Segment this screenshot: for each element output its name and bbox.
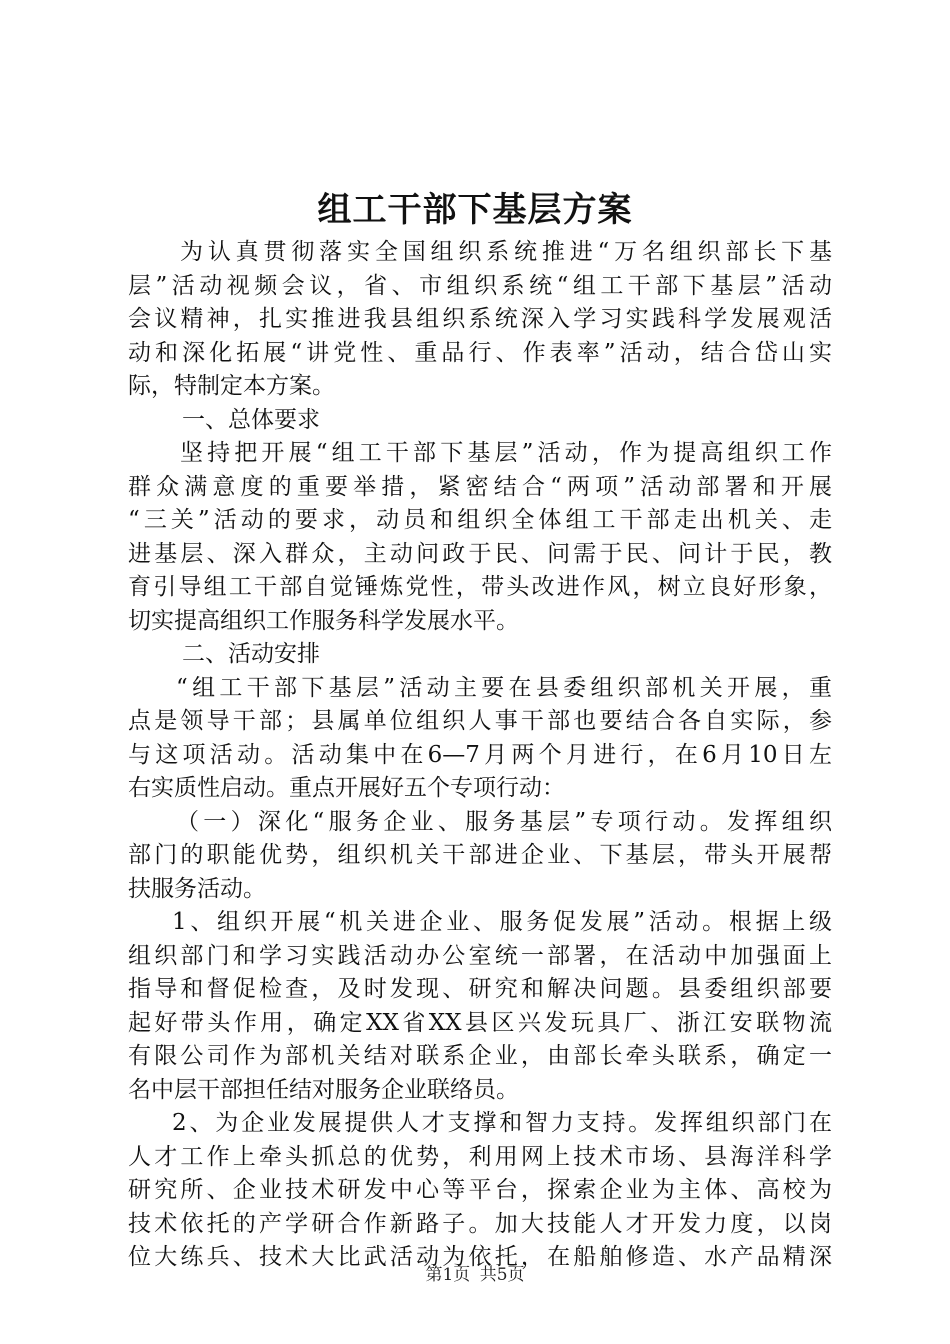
body-line: 群众满意度的重要举措，紧密结合“两项”活动部署和开展 (128, 473, 832, 500)
body-line: 右实质性启动。重点开展好五个专项行动： (128, 775, 565, 801)
document-body (128, 236, 832, 1275)
body-line: 点是领导干部；县属单位组织人事干部也要结合各自实际，参 (128, 708, 832, 734)
section-heading: 一、总体要求 (182, 406, 320, 433)
body-line: 起好带头作用，确定XX省XX县区兴发玩具厂、浙江安联物流 (128, 1009, 832, 1036)
body-line: “三关”活动的要求，动员和组织全体组工干部走出机关、走 (128, 507, 832, 533)
body-line: （一）深化“服务企业、服务基层”专项行动。发挥组织 (176, 808, 832, 835)
body-line: 进基层、深入群众，主动问政于民、问需于民、问计于民，教 (128, 540, 832, 567)
body-line: 组织部门和学习实践活动办公室统一部署，在活动中加强面上 (128, 942, 832, 969)
body-line: 与这项活动。活动集中在6—7月两个月进行，在6月10日左 (128, 741, 832, 768)
body-line: 扶服务活动。 (128, 875, 266, 902)
body-line: 际，特制定本方案。 (128, 373, 335, 399)
body-line: “组工干部下基层”活动主要在县委组织部机关开展，重 (176, 674, 832, 701)
body-line: 部门的职能优势，组织机关干部进企业、下基层，带头开展帮 (128, 842, 832, 868)
body-line: 1、组织开展“机关进企业、服务促发展”活动。根据上级 (172, 909, 832, 935)
body-line: 为认真贯彻落实全国组织系统推进“万名组织部长下基 (180, 239, 832, 265)
body-line: 育引导组工干部自觉锤炼党性，带头改进作风，树立良好形象， (128, 574, 832, 600)
body-line: 研究所、企业技术研发中心等平台，探索企业为主体、高校为 (128, 1177, 832, 1203)
body-line: 技术依托的产学研合作新路子。加大技能人才开发力度，以岗 (128, 1210, 832, 1237)
body-line: 位大练兵、技术大比武活动为依托，在船舶修造、水产品精深 (128, 1244, 832, 1270)
body-line: 人才工作上牵头抓总的优势，利用网上技术市场、县海洋科学 (128, 1143, 832, 1170)
body-line: 2、为企业发展提供人才支撑和智力支持。发挥组织部门在 (172, 1110, 832, 1136)
document-title: 组工干部下基层方案 (317, 190, 633, 230)
body-line: 坚持把开展“组工干部下基层”活动，作为提高组织工作 (180, 440, 832, 466)
body-line: 指导和督促检查，及时发现、研究和解决问题。县委组织部要 (128, 976, 832, 1002)
body-line: 动和深化拓展“讲党性、重品行、作表率”活动，结合岱山实 (128, 339, 832, 366)
body-line: 有限公司作为部机关结对联系企业，由部长牵头联系，确定一 (128, 1043, 832, 1069)
body-line: 层”活动视频会议，省、市组织系统“组工干部下基层”活动 (128, 272, 832, 299)
page-total: 共5页 (479, 1265, 525, 1285)
page-number: 第1页 (425, 1265, 471, 1285)
body-line: 会议精神，扎实推进我县组织系统深入学习实践科学发展观活 (128, 306, 832, 332)
body-line: 名中层干部担任结对服务企业联络员。 (128, 1076, 519, 1103)
body-line: 切实提高组织工作服务科学发展水平。 (128, 607, 519, 634)
page-footer (0, 1263, 950, 1287)
section-heading: 二、活动安排 (182, 641, 320, 667)
